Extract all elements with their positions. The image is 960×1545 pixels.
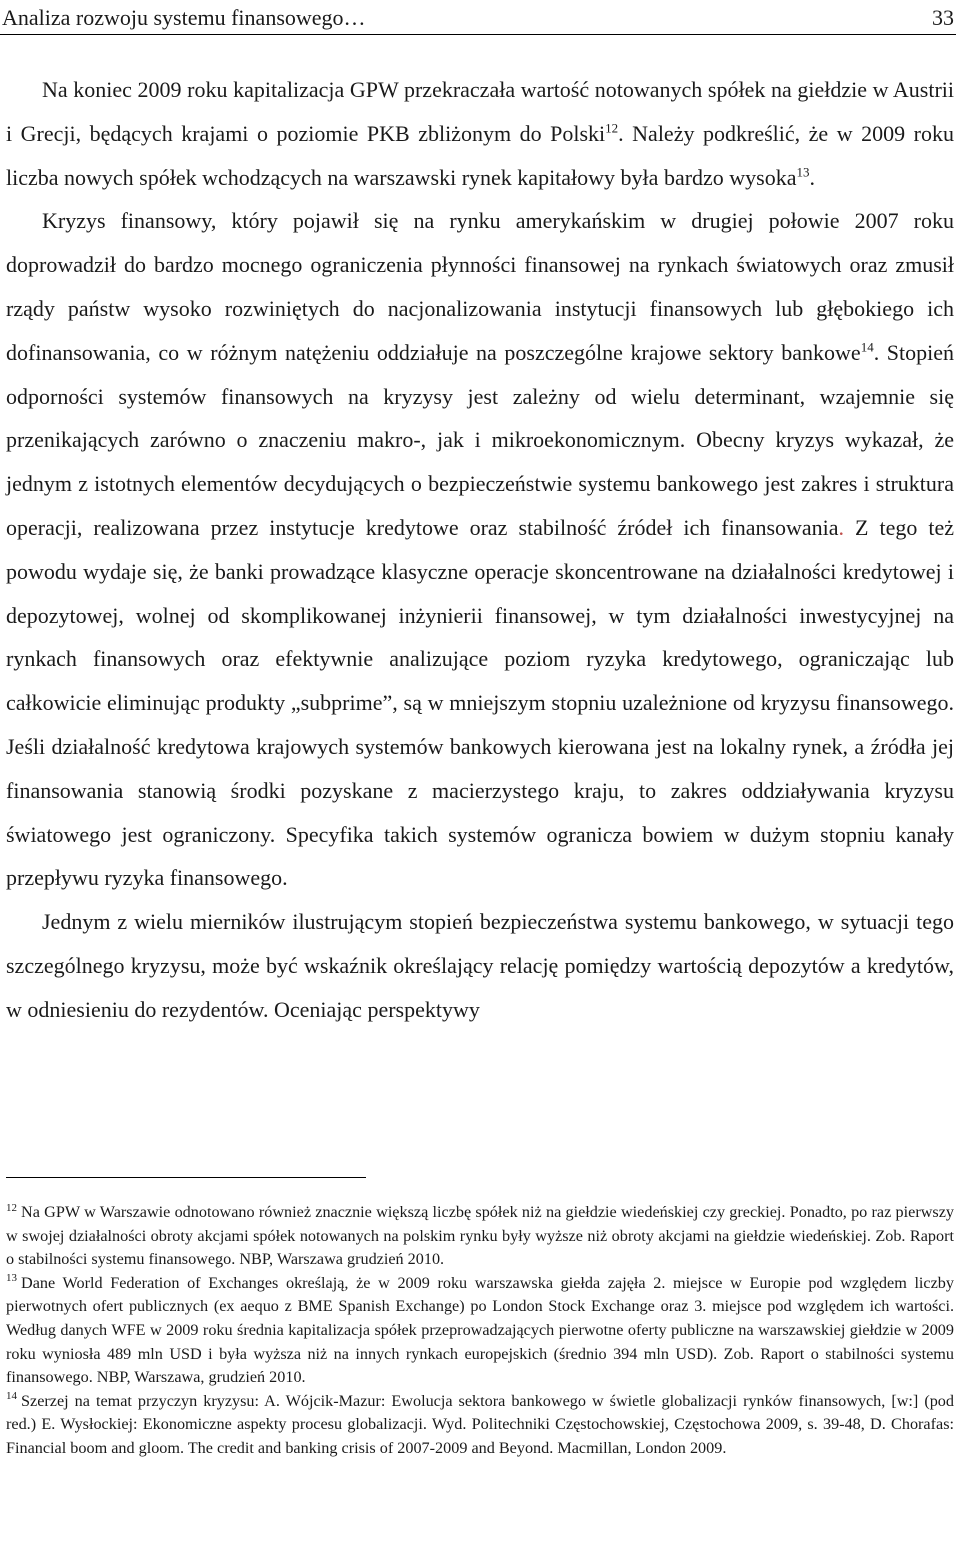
footnote-text: Na GPW w Warszawie odnotowano również znacznie większą liczbę spółek niż na giełdzie wiedeńskiej czy greckiej. Ponadto, po raz pierwszy w swojej działalności obroty akcjami spółek notowanych na polskim rynku były wyższe niż obroty akcjami na giełdzie wiedeńskiej. Zob. Raport o stabilności systemu finansowego. NBP, Warszawa grudzień 2010. [6, 1203, 954, 1269]
paragraph-2 [6, 199, 954, 900]
paragraph-2-text-b: . Stopień odporności systemów finansowych na kryzysy jest zależny od wielu determinant, wzajemnie się przenikających zarówno o znaczeniu makro-, jak i mikroekonomicznym. Obecny kryzys wykazał, że jednym z istotnych elementów decydujących o bezpieczeństwie systemu bankowego jest zakres i struktura operacji, realizowana przez instytucje kredytowe oraz stabilność źródeł ich finansowania [6, 339, 954, 540]
footnote-ref-14[interactable]: 14 [860, 339, 874, 355]
footnote-13 [6, 1272, 954, 1390]
footnote-12 [6, 1201, 954, 1272]
paragraph-3-text: Jednym z wielu mierników ilustrującym stopień bezpieczeństwa systemu bankowego, w sytuacji tego szczególnego kryzysu, może być wskaźnik określający relację pomiędzy wartością depozytów a kredytów, w odniesieniu do rezydentów. Oceniając perspektywy [6, 909, 954, 1022]
footnote-number: 12 [6, 1201, 17, 1214]
highlighted-period: . [838, 514, 845, 540]
paragraph-1-text-a: Na koniec 2009 roku kapitalizacja GPW przekraczała wartość notowanych spółek na giełdzie w Austrii i Grecji, będących krajami o poziomie PKB zbliżonym do Polski [6, 77, 954, 146]
footnote-text: Szerzej na temat przyczyn kryzysu: A. Wójcik-Mazur: Ewolucja sektora bankowego w świetle globalizacji rynków finansowych, [w:] (pod red.) E. Wysłockiej: Ekonomiczne aspekty procesu globalizacji. Wyd. Politechniki Częstochowskiej, Częstochowa 2009, s. 39-48, D. Chorafas: Financial boom and gloom. The credit and banking crisis of 2007-2009 and Beyond. Macmillan, London 2009. [6, 1391, 954, 1457]
running-header [0, 4, 956, 35]
running-title: Analiza rozwoju systemu finansowego… [2, 5, 366, 30]
paragraph-1-text-b: . Należy podkreślić, że w 2009 roku liczba nowych spółek wchodzących na warszawski rynek kapitałowy była bardzo wysoka [6, 120, 954, 190]
footnote-14 [6, 1390, 954, 1461]
page-number: 33 [932, 5, 954, 30]
footnote-number: 13 [6, 1272, 17, 1285]
footnote-ref-13[interactable]: 13 [796, 164, 810, 180]
footnote-text: Dane World Federation of Exchanges określają, że w 2009 roku warszawska giełda zajęła 2. miejsce w Europie pod względem liczby pierwotnych ofert publicznych (ex aequo z BME Spanish Exchange) po London Stock Exchange oraz 3. miejsce pod względem ich wartości. Według danych WFE w 2009 roku średnia kapitalizacja spółek przeprowadzających pierwotne oferty publiczne na warszawskiej giełdzie w 2009 roku wyniosła 489 mln USD i była wyższa niż na innych rynkach europejskich (średnio 394 mln USD). Zob. Raport o stabilności systemu finansowego. NBP, Warszawa, grudzień 2010. [6, 1273, 954, 1387]
paragraph-2-text-a: Kryzys finansowy, który pojawił się na rynku amerykańskim w drugiej połowie 2007 roku doprowadził do bardzo mocnego ograniczenia płynności finansowej na rynkach światowych oraz zmusił rządy państw wysoko rozwiniętych do nacjonalizowania instytucji finansowych lub głębokiego ich dofinansowania, co w różnym natężeniu oddziałuje na poszczególne krajowe sektory bankowe [6, 208, 954, 365]
footnote-ref-12[interactable]: 12 [605, 120, 619, 136]
paragraph-3 [6, 900, 954, 1031]
paragraph-2-text-c: Z tego też powodu wydaje się, że banki prowadzące klasyczne operacje skoncentrowane na działalności kredytowej i depozytowej, wolnej od skomplikowanej inżynierii finansowej, w tym działalności inwestycyjnej na rynkach finansowych oraz efektywnie analizujące poziom ryzyka kredytowego, ograniczając lub całkowicie eliminując produkty „subprime”, są w mniejszym stopniu uzależnione od kryzysu finansowego. Jeśli działalność kredytowa krajowych systemów bankowych kierowana jest na lokalny rynek, a źródła jej finansowania stanowią środki pozyskane z macierzystego kraju, to zakres oddziaływania kryzysu światowego jest ograniczony. Specyfika takich systemów ogranicza bowiem w dużym stopniu kanały przepływu ryzyka finansowego. [6, 514, 954, 891]
main-text [6, 68, 954, 1032]
paragraph-1 [6, 68, 954, 199]
footnotes [6, 1201, 954, 1461]
footnote-number: 14 [6, 1390, 17, 1403]
footnote-separator [6, 1177, 366, 1178]
paragraph-1-text-c: . [809, 164, 816, 190]
